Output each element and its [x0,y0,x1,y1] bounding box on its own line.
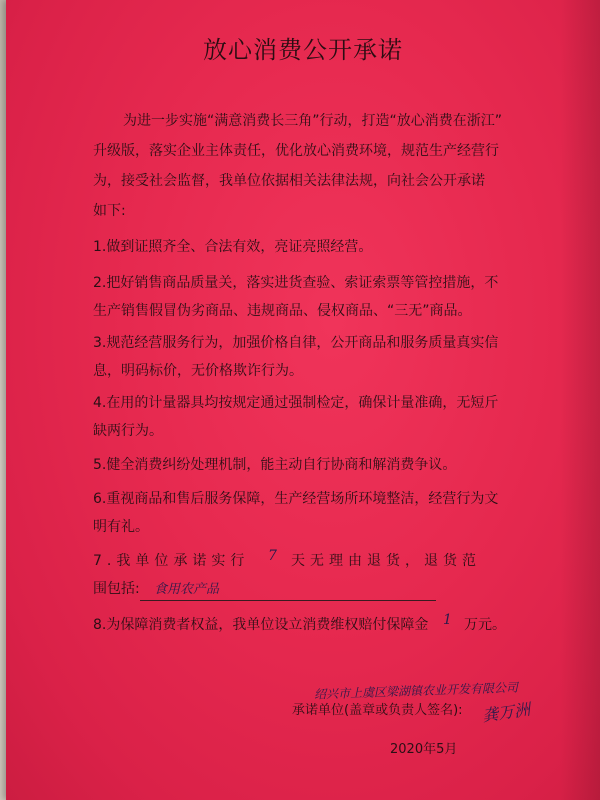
item-8-amount-handwritten: 1 [443,612,452,628]
signature-label: 承诺单位(盖章或负责人签名): [292,703,463,718]
intro-line-2: 升级版，落实企业主体责任，优化放心消费环境，规范生产经营行 [93,143,499,159]
item-7-days-handwritten: 7 [268,548,277,564]
intro-line-1: 为进一步实施“满意消费长三角”行动，打造“放心消费在浙江” [123,113,503,129]
item-8-suffix: 万元。 [464,617,506,633]
signer-signature-handwritten: 龚万洲 [481,699,532,726]
document-date: 2020年5月 [390,742,458,757]
intro-line-4: 如下: [93,203,126,219]
item-1-line-1: 1.做到证照齐全、合法有效，亮证亮照经营。 [93,239,373,255]
document-title: 放心消费公开承诺 [203,36,403,64]
item-7-suffix: 天无理由退货，退货范 [291,553,481,569]
item-2-line-1: 2.把好销售商品质量关，落实进货查验、索证索票等管控措施，不 [93,275,499,291]
commitment-document [6,0,600,800]
item-7-prefix: 7.我单位承诺实行 [93,553,250,569]
intro-line-3: 为，接受社会监督，我单位依据相关法律法规，向社会公开承诺 [93,173,485,189]
item-2-line-2: 生产销售假冒伪劣商品、违规商品、侵权商品、“三无”商品。 [93,303,472,319]
item-8-prefix: 8.为保障消费者权益，我单位设立消费维权赔付保障金 [93,617,429,633]
item-3-line-1: 3.规范经营服务行为，加强价格自律，公开商品和服务质量真实信 [93,335,499,351]
item-3-line-2: 息，明码标价，无价格欺诈行为。 [93,363,303,379]
item-7-scope-underline [140,600,436,601]
item-5-line-1: 5.健全消费纠纷处理机制，能主动自行协商和解消费争议。 [93,457,457,473]
item-6-line-1: 6.重视商品和售后服务保障，生产经营场所环境整洁，经营行为文 [93,491,499,507]
item-7-scope-handwritten: 食用农产品 [154,582,220,597]
item-4-line-1: 4.在用的计量器具均按规定通过强制检定，确保计量准确，无短斤 [93,395,499,411]
item-6-line-2: 明有礼。 [93,519,149,535]
company-name-handwritten: 绍兴市上虞区梁湖镇农业开发有限公司 [313,680,519,702]
item-7-line-2-prefix: 围包括: [93,581,140,597]
item-4-line-2: 缺两行为。 [93,423,163,439]
